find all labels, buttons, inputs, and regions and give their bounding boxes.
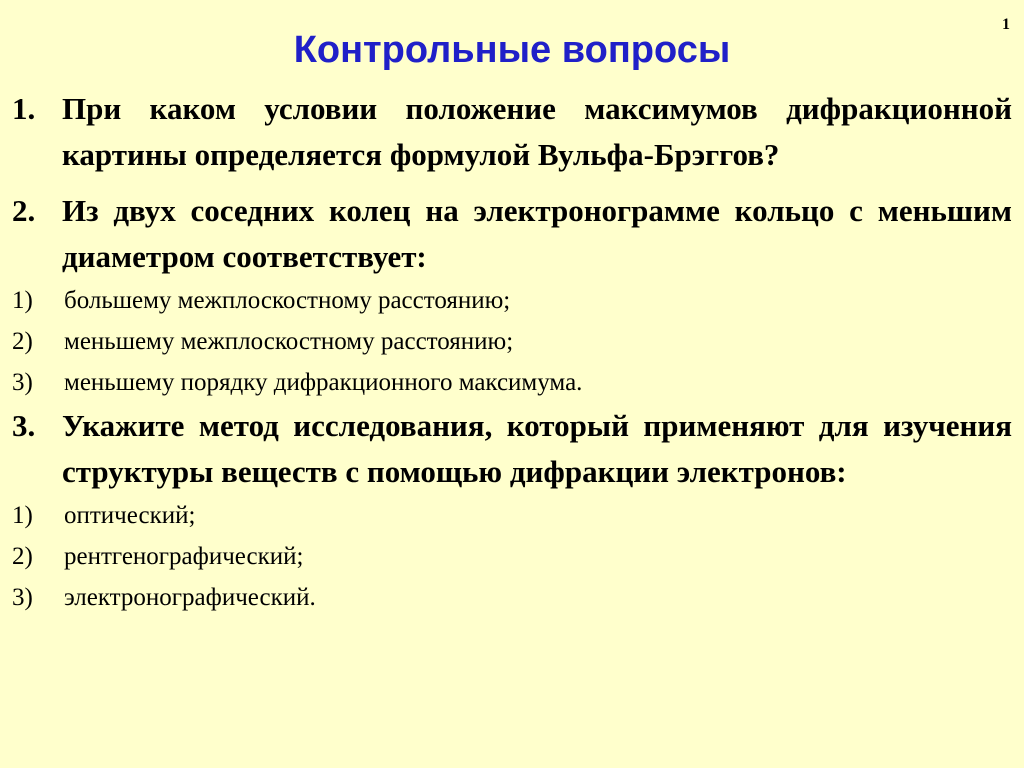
question-number: 1. [12,91,36,126]
question-number: 2. [12,193,36,228]
option-number: 2) [12,328,33,355]
question-text: Укажите метод исследования, который применяют для изучения структуры веществ с помощью дифракции электронов: [62,408,1012,489]
option-text: меньшему порядку дифракционного максимума. [64,369,583,396]
answer-option [12,577,1012,618]
answer-option [12,280,1012,321]
questions-list [12,86,1012,618]
question-3 [12,403,1012,495]
slide-title: Контрольные вопросы [293,29,731,71]
question-3-options [12,495,1012,618]
question-1 [12,86,1012,178]
option-number: 2) [12,543,33,570]
option-text: рентгенографический; [64,543,304,570]
answer-option [12,321,1012,362]
question-2-options [12,280,1012,403]
option-text: оптический; [64,502,196,529]
page-number: 1 [1002,16,1010,33]
answer-option [12,362,1012,403]
option-text: большему межплоскостному расстоянию; [64,287,511,314]
question-text: При каком условии положение максимумов дифракционной картины определяется формулой Вульфа-Брэггов? [62,91,1012,172]
option-text: электронографический. [64,584,316,611]
option-number: 1) [12,287,33,314]
answer-option [12,536,1012,577]
option-number: 3) [12,584,33,611]
option-number: 1) [12,502,33,529]
option-text: меньшему межплоскостному расстоянию; [64,328,514,355]
question-2 [12,188,1012,280]
question-text: Из двух соседних колец на электронограмме кольцо с меньшим диаметром соответствует: [62,193,1012,274]
answer-option [12,495,1012,536]
option-number: 3) [12,369,33,396]
question-number: 3. [12,408,36,443]
